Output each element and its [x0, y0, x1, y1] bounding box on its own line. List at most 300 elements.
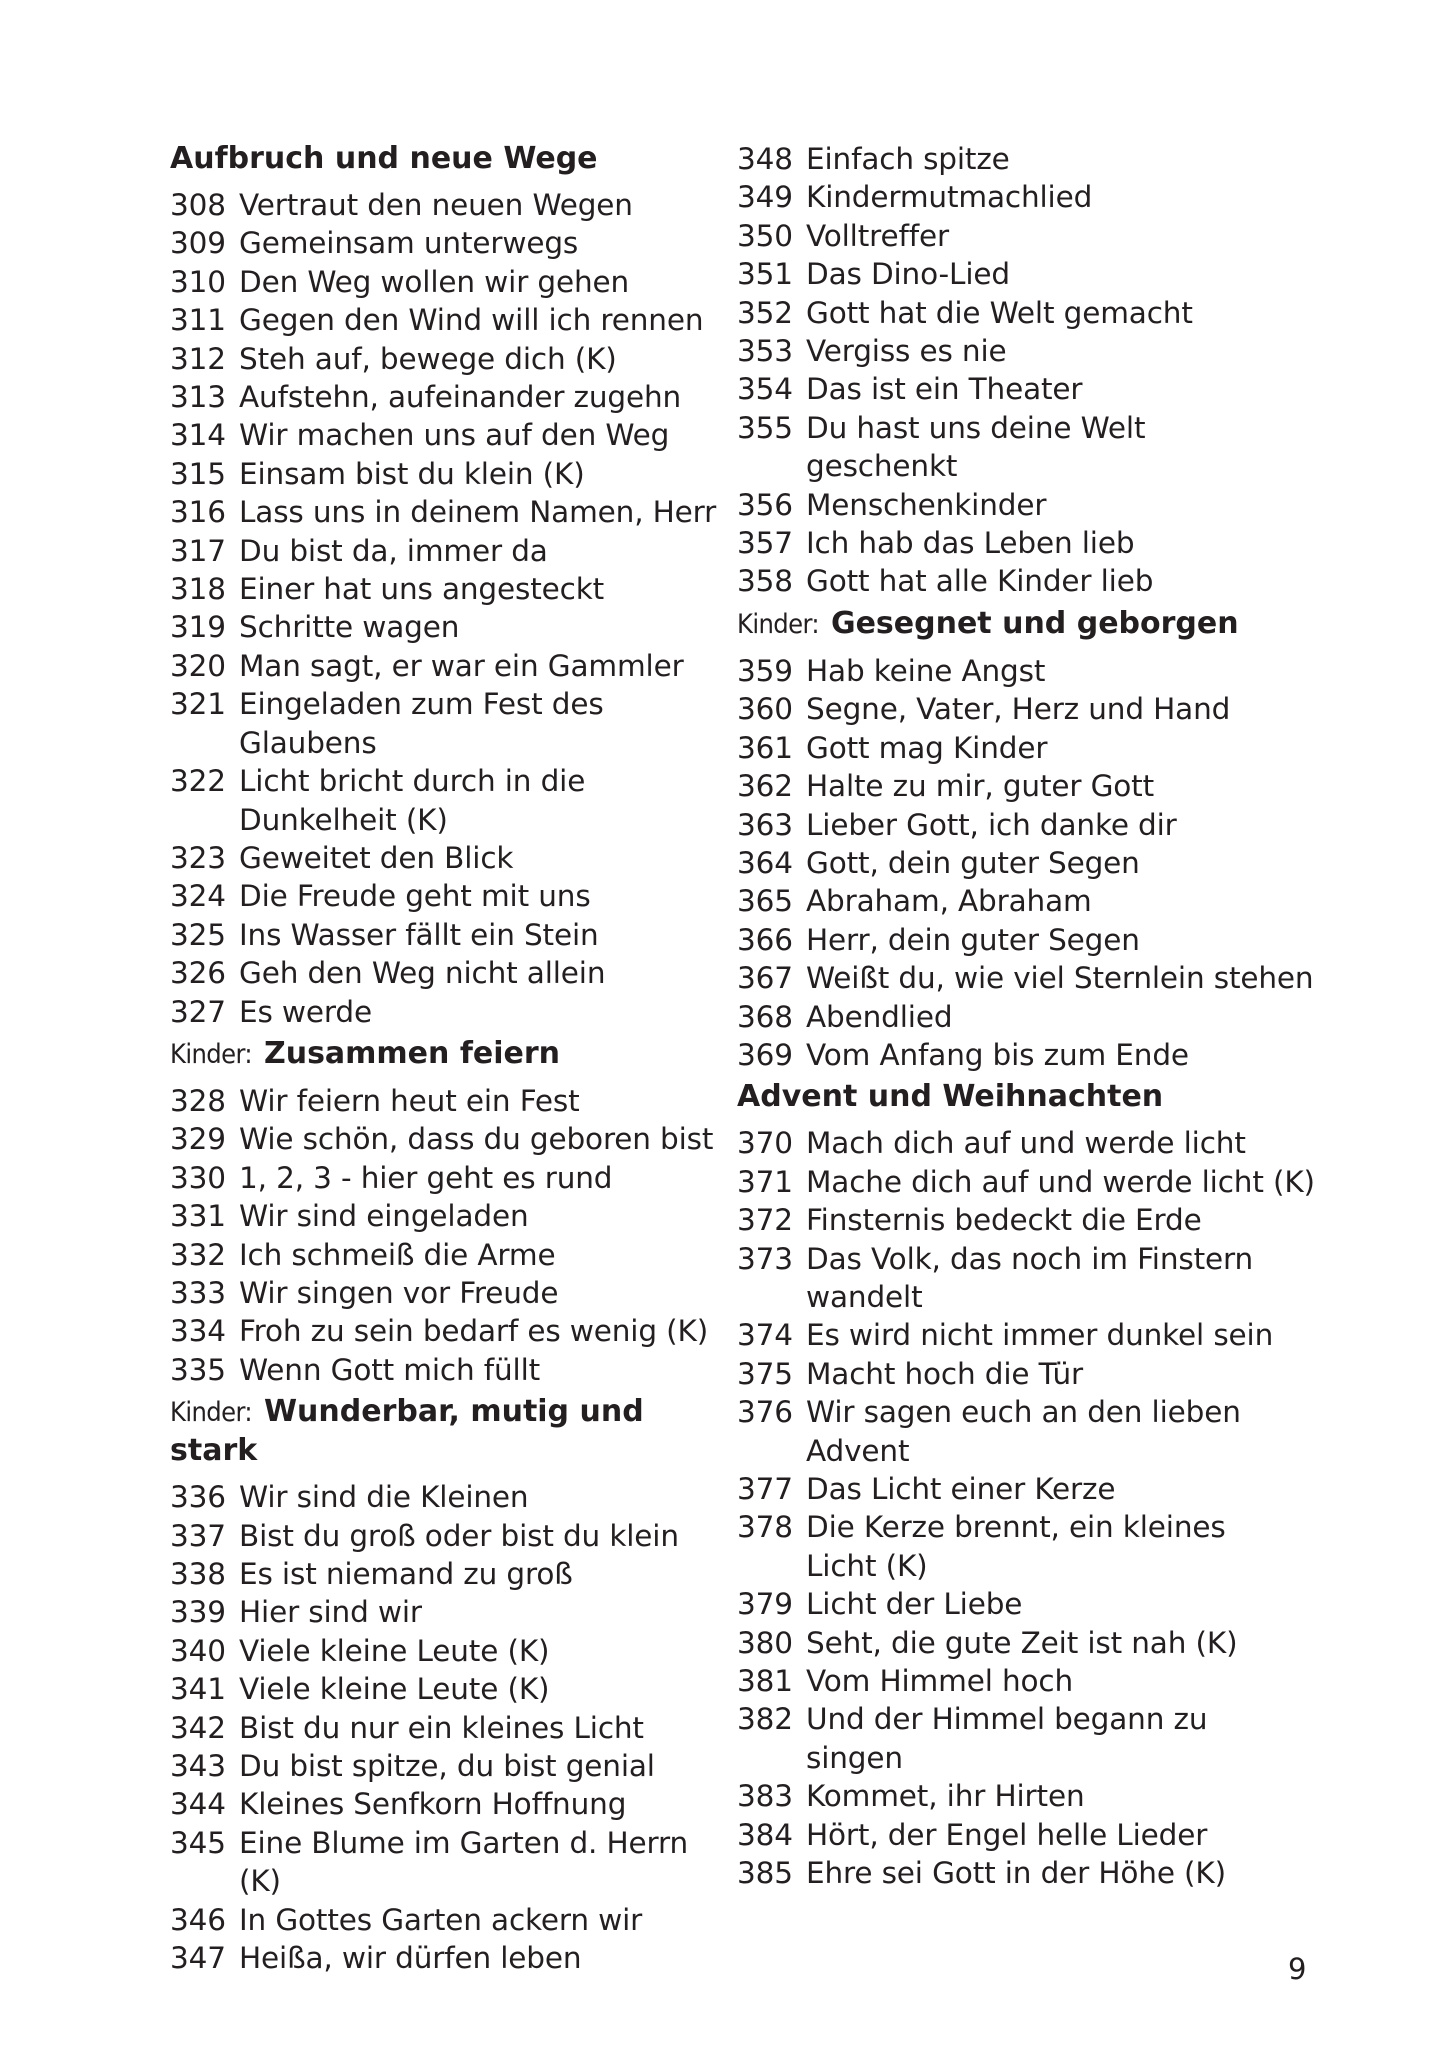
- song-number: 339: [170, 1595, 226, 1630]
- song-number: 382: [737, 1702, 793, 1737]
- song-entry: [737, 1816, 1337, 1854]
- song-number: 361: [737, 730, 793, 765]
- song-title-line: Wir sind eingeladen: [239, 1199, 529, 1234]
- song-title: [239, 224, 720, 262]
- song-number: 375: [737, 1356, 793, 1391]
- song-number: 310: [170, 264, 226, 299]
- song-title-line: Man sagt, er war ein Gammler: [239, 648, 684, 683]
- song-title: [239, 1197, 720, 1235]
- section-prefix: Kinder:: [170, 1038, 252, 1070]
- song-title-line: Kindermutmachlied: [806, 180, 1093, 215]
- song-number: 324: [170, 879, 226, 914]
- song-title: [806, 806, 1337, 844]
- song-title-line: Licht der Liebe: [806, 1587, 1023, 1622]
- section: [170, 1035, 720, 1389]
- song-entry: [170, 493, 720, 531]
- song-title: [806, 1816, 1337, 1854]
- song-number: 309: [170, 226, 226, 261]
- song-number: 332: [170, 1237, 226, 1272]
- song-title: [239, 493, 720, 531]
- song-title-line: Seht, die gute Zeit ist nah (K): [806, 1625, 1238, 1660]
- song-number: 331: [170, 1199, 226, 1234]
- song-title-line: Ich hab das Leben lieb: [806, 526, 1135, 561]
- song-number: 371: [737, 1164, 793, 1199]
- song-entry: [737, 1316, 1337, 1354]
- song-title: [239, 1670, 720, 1708]
- song-title: [239, 1785, 720, 1823]
- song-number: 318: [170, 572, 226, 607]
- section: [737, 140, 1337, 601]
- song-entry: [170, 1747, 720, 1785]
- song-title: [806, 1201, 1337, 1239]
- song-entry: [170, 340, 720, 378]
- song-title-line: Es werde: [239, 994, 372, 1029]
- song-title: [806, 1585, 1337, 1623]
- song-title-line: Heißa, wir dürfen leben: [239, 1941, 582, 1976]
- song-title: [806, 1662, 1337, 1700]
- song-title: [239, 301, 720, 339]
- song-entry: [170, 1901, 720, 1939]
- song-title-line: Hab keine Angst: [806, 653, 1046, 688]
- song-title-line: geschenkt: [806, 449, 958, 484]
- song-number: 385: [737, 1856, 793, 1891]
- song-number: 329: [170, 1122, 226, 1157]
- song-title: [239, 954, 720, 992]
- song-title-line: Das Volk, das noch im Finstern: [806, 1241, 1254, 1276]
- song-number: 340: [170, 1633, 226, 1668]
- song-title-line: Das Licht einer Kerze: [806, 1472, 1116, 1506]
- song-title-line: Wir sind die Kleinen: [239, 1480, 529, 1515]
- song-number: 378: [737, 1510, 793, 1545]
- song-title-line: In Gottes Garten ackern wir: [239, 1902, 643, 1937]
- song-number: 322: [170, 764, 226, 799]
- song-title-line: wandelt: [806, 1279, 923, 1314]
- song-title: [806, 1393, 1337, 1470]
- song-title: [239, 378, 720, 416]
- song-title-line: Wir sagen euch an den lieben: [806, 1395, 1241, 1430]
- song-number: 330: [170, 1160, 226, 1195]
- song-number: 368: [737, 999, 793, 1034]
- song-title: [806, 409, 1337, 486]
- song-number: 346: [170, 1902, 226, 1937]
- song-entry: [737, 294, 1337, 332]
- song-number: 311: [170, 303, 226, 338]
- song-title-line: Einer hat uns angesteckt: [239, 572, 605, 607]
- song-entry: [170, 1120, 720, 1158]
- song-title-line: Wir singen vor Freude: [239, 1275, 559, 1310]
- song-entry: [737, 409, 1337, 486]
- song-entry: [170, 916, 720, 954]
- song-number: 358: [737, 564, 793, 599]
- song-title: [239, 1901, 720, 1939]
- song-number: 354: [737, 372, 793, 407]
- song-title: [239, 1939, 720, 1977]
- song-title: [239, 1517, 720, 1555]
- song-entry: [170, 1670, 720, 1708]
- song-number: 317: [170, 533, 226, 568]
- song-entry: [737, 1393, 1337, 1470]
- song-title: [239, 570, 720, 608]
- song-entry: [737, 524, 1337, 562]
- section: [170, 140, 720, 1031]
- song-number: 312: [170, 341, 226, 376]
- song-number: 316: [170, 495, 226, 530]
- song-title: [239, 608, 720, 646]
- section-prefix: Kinder:: [170, 1397, 252, 1429]
- section: [170, 1393, 720, 1977]
- song-title-line: Gegen den Wind will ich rennen: [239, 303, 704, 338]
- song-number: 335: [170, 1352, 226, 1387]
- song-title-line: singen: [806, 1740, 903, 1775]
- song-number: 377: [737, 1472, 793, 1506]
- section-heading: [170, 140, 720, 178]
- song-entry: [170, 1517, 720, 1555]
- song-title: [239, 647, 720, 685]
- song-title-line: Gemeinsam unterwegs: [239, 226, 579, 261]
- song-number: 353: [737, 334, 793, 369]
- song-title-line: Bist du nur ein kleines Licht: [239, 1710, 644, 1745]
- song-title: [806, 1508, 1337, 1585]
- song-number: 347: [170, 1941, 226, 1976]
- song-entry: [737, 1508, 1337, 1585]
- song-title: [239, 1120, 720, 1158]
- song-title: [239, 416, 720, 454]
- song-title: [806, 524, 1337, 562]
- song-entry: [170, 1197, 720, 1235]
- song-number: 380: [737, 1625, 793, 1660]
- song-title-line: Vom Himmel hoch: [806, 1664, 1074, 1699]
- song-title-line: Licht bricht durch in die: [239, 764, 586, 799]
- song-entry: [737, 998, 1337, 1036]
- song-entry: [737, 1700, 1337, 1777]
- song-entry: [170, 1312, 720, 1350]
- song-number: 348: [737, 142, 793, 176]
- song-title: [239, 186, 720, 224]
- song-number: 381: [737, 1664, 793, 1699]
- song-entry: [737, 652, 1337, 690]
- song-title: [239, 455, 720, 493]
- song-title-line: 1, 2, 3 - hier geht es rund: [239, 1160, 613, 1195]
- section-title: Gesegnet und geborgen: [830, 605, 1239, 641]
- song-title-line: Lass uns in deinem Namen, Herr: [239, 495, 717, 530]
- song-entry: [737, 1240, 1337, 1317]
- song-number: 374: [737, 1318, 793, 1353]
- song-number: 334: [170, 1314, 226, 1349]
- song-title: [239, 839, 720, 877]
- song-title-line: Aufstehn, aufeinander zugehn: [239, 380, 682, 415]
- song-title: [806, 998, 1337, 1036]
- song-title: [239, 1632, 720, 1670]
- song-title-line: Froh zu sein bedarf es wenig (K): [239, 1314, 709, 1349]
- song-number: 338: [170, 1557, 226, 1591]
- song-title-line: Mache dich auf und werde licht (K): [806, 1164, 1315, 1199]
- song-entry: [737, 1036, 1337, 1074]
- song-title: [806, 486, 1337, 524]
- song-title: [806, 1355, 1337, 1393]
- song-number: 343: [170, 1749, 226, 1784]
- song-title: [806, 1700, 1337, 1777]
- song-number: 363: [737, 807, 793, 842]
- song-number: 321: [170, 687, 226, 722]
- song-entry: [170, 1236, 720, 1274]
- song-entry: [737, 562, 1337, 600]
- song-title-line: Du hast uns deine Welt: [806, 410, 1146, 445]
- song-entry: [170, 685, 720, 762]
- song-number: 356: [737, 487, 793, 522]
- section-title: Zusammen feiern: [263, 1035, 561, 1071]
- song-title-line: Vom Anfang bis zum Ende: [806, 1037, 1189, 1072]
- song-title-line: Du bist spitze, du bist genial: [239, 1749, 655, 1784]
- song-entry: [170, 1709, 720, 1747]
- song-number: 364: [737, 845, 793, 880]
- song-number: 373: [737, 1241, 793, 1276]
- song-title: [239, 1593, 720, 1631]
- section-prefix: Kinder:: [737, 608, 819, 640]
- song-entry: [737, 370, 1337, 408]
- song-number: 350: [737, 218, 793, 253]
- song-title: [806, 370, 1337, 408]
- song-entry: [170, 1555, 720, 1593]
- song-title: [239, 340, 720, 378]
- section-heading: [737, 605, 1337, 644]
- song-title: [806, 1316, 1337, 1354]
- song-title-line: Finsternis bedeckt die Erde: [806, 1203, 1202, 1238]
- song-entry: [737, 1854, 1337, 1892]
- song-number: 308: [170, 188, 226, 222]
- song-title-line: Volltreffer: [806, 218, 949, 253]
- song-title: [239, 877, 720, 915]
- song-number: 328: [170, 1083, 226, 1118]
- song-number: 360: [737, 692, 793, 727]
- song-title-line: Dunkelheit (K): [239, 802, 448, 837]
- song-number: 379: [737, 1587, 793, 1622]
- song-entry: [170, 1159, 720, 1197]
- song-entry: [737, 1470, 1337, 1508]
- song-title: [806, 294, 1337, 332]
- song-title-line: Abraham, Abraham: [806, 884, 1092, 919]
- song-number: 355: [737, 410, 793, 445]
- song-title-line: Einfach spitze: [806, 142, 1010, 176]
- song-title-line: Gott, dein guter Segen: [806, 845, 1140, 880]
- song-number: 341: [170, 1672, 226, 1707]
- song-title: [806, 1036, 1337, 1074]
- song-title-line: Vertraut den neuen Wegen: [239, 188, 633, 222]
- song-entry: [737, 255, 1337, 293]
- song-title: [239, 1082, 720, 1120]
- song-entry: [170, 186, 720, 224]
- song-title: [806, 690, 1337, 728]
- song-title: [806, 959, 1337, 997]
- song-number: 320: [170, 648, 226, 683]
- song-number: 333: [170, 1275, 226, 1310]
- song-number: 367: [737, 961, 793, 996]
- song-title: [806, 140, 1337, 178]
- song-number: 383: [737, 1779, 793, 1814]
- song-title-line: Wie schön, dass du geboren bist: [239, 1122, 714, 1157]
- song-entry: [170, 954, 720, 992]
- song-title-line: Hört, der Engel helle Lieder: [806, 1817, 1208, 1852]
- song-number: 313: [170, 380, 226, 415]
- song-number: 345: [170, 1825, 226, 1860]
- section-title: Wunderbar, mutig und stark: [170, 1394, 644, 1469]
- song-entry: [737, 882, 1337, 920]
- song-title: [239, 993, 720, 1031]
- section-title: Aufbruch und neue Wege: [170, 141, 598, 176]
- song-title: [239, 1159, 720, 1197]
- song-entry: [737, 1662, 1337, 1700]
- song-number: 337: [170, 1518, 226, 1553]
- song-title-line: Viele kleine Leute (K): [239, 1633, 550, 1668]
- song-title-line: Menschenkinder: [806, 487, 1047, 522]
- song-title-line: Du bist da, immer da: [239, 533, 548, 568]
- song-title: [806, 255, 1337, 293]
- song-number: 365: [737, 884, 793, 919]
- song-entry: [737, 332, 1337, 370]
- song-title-line: Steh auf, bewege dich (K): [239, 341, 617, 376]
- song-entry: [170, 877, 720, 915]
- song-title-line: Licht (K): [806, 1548, 928, 1583]
- song-title-line: Ehre sei Gott in der Höhe (K): [806, 1856, 1226, 1891]
- song-number: 352: [737, 295, 793, 330]
- song-number: 370: [737, 1126, 793, 1161]
- song-entry: [737, 806, 1337, 844]
- song-title-line: Bist du groß oder bist du klein: [239, 1518, 679, 1553]
- song-title: [239, 1351, 720, 1389]
- song-title: [806, 1624, 1337, 1662]
- song-title: [806, 1163, 1337, 1201]
- column-left: [170, 140, 720, 1977]
- song-entry: [170, 416, 720, 454]
- song-title-line: Die Kerze brennt, ein kleines: [806, 1510, 1226, 1545]
- song-number: 366: [737, 922, 793, 957]
- song-number: 325: [170, 917, 226, 952]
- song-entry: [737, 178, 1337, 216]
- section-title: Advent und Weihnachten: [737, 1079, 1164, 1115]
- song-entry: [737, 217, 1337, 255]
- song-title-line: Gott hat alle Kinder lieb: [806, 564, 1154, 599]
- song-number: 351: [737, 257, 793, 292]
- song-title-line: Mach dich auf und werde licht: [806, 1126, 1246, 1161]
- song-title: [239, 1312, 720, 1350]
- song-title: [806, 217, 1337, 255]
- song-title-line: Geweitet den Blick: [239, 840, 514, 875]
- song-entry: [170, 1593, 720, 1631]
- song-number: 372: [737, 1203, 793, 1238]
- song-entry: [737, 1585, 1337, 1623]
- song-entry: [170, 263, 720, 301]
- song-entry: [737, 729, 1337, 767]
- song-number: 384: [737, 1817, 793, 1852]
- song-title: [806, 729, 1337, 767]
- song-title: [806, 844, 1337, 882]
- page-number: 9: [1288, 1952, 1307, 1986]
- song-entry: [737, 844, 1337, 882]
- song-title-line: Es ist niemand zu groß: [239, 1557, 573, 1591]
- song-title-line: Das Dino-Lied: [806, 257, 1010, 292]
- song-entry: [170, 1939, 720, 1977]
- song-title-line: Herr, dein guter Segen: [806, 922, 1140, 957]
- song-title-line: Geh den Weg nicht allein: [239, 956, 606, 991]
- section-heading: [737, 1078, 1337, 1116]
- song-title-line: Glaubens: [239, 725, 377, 760]
- song-entry: [170, 224, 720, 262]
- song-title: [806, 1470, 1337, 1508]
- song-entry: [170, 1082, 720, 1120]
- song-number: 376: [737, 1395, 793, 1430]
- song-title-line: Gott hat die Welt gemacht: [806, 295, 1193, 330]
- song-title: [239, 1747, 720, 1785]
- song-title: [239, 532, 720, 570]
- song-entry: [170, 1351, 720, 1389]
- song-title-line: Eine Blume im Garten d. Herrn (K): [239, 1825, 688, 1899]
- song-title: [239, 1478, 720, 1516]
- song-number: 344: [170, 1787, 226, 1822]
- song-number: 319: [170, 610, 226, 645]
- song-number: 369: [737, 1037, 793, 1072]
- song-title-line: Den Weg wollen wir gehen: [239, 264, 630, 299]
- song-title: [239, 1236, 720, 1274]
- song-number: 326: [170, 956, 226, 991]
- song-entry: [737, 140, 1337, 178]
- song-entry: [170, 647, 720, 685]
- song-entry: [737, 1124, 1337, 1162]
- song-entry: [737, 486, 1337, 524]
- song-title-line: Schritte wagen: [239, 610, 460, 645]
- song-entry: [170, 762, 720, 839]
- song-number: 349: [737, 180, 793, 215]
- song-title-line: Macht hoch die Tür: [806, 1356, 1083, 1391]
- song-title-line: Kleines Senfkorn Hoffnung: [239, 1787, 627, 1822]
- song-entry: [737, 690, 1337, 728]
- song-title-line: Gott mag Kinder: [806, 730, 1048, 765]
- song-title-line: Es wird nicht immer dunkel sein: [806, 1318, 1274, 1353]
- song-title-line: Und der Himmel begann zu: [806, 1702, 1208, 1737]
- song-title-line: Advent: [806, 1433, 910, 1468]
- song-title: [239, 1824, 720, 1901]
- song-number: 314: [170, 418, 226, 453]
- column-right: [737, 140, 1337, 1892]
- song-title-line: Lieber Gott, ich danke dir: [806, 807, 1177, 842]
- song-title: [806, 1854, 1337, 1892]
- song-title: [806, 767, 1337, 805]
- song-title: [806, 562, 1337, 600]
- song-entry: [170, 301, 720, 339]
- song-title-line: Wir machen uns auf den Weg: [239, 418, 670, 453]
- song-title-line: Das ist ein Theater: [806, 372, 1083, 407]
- song-number: 327: [170, 994, 226, 1029]
- song-number: 359: [737, 653, 793, 688]
- song-title-line: Viele kleine Leute (K): [239, 1672, 550, 1707]
- song-entry: [170, 1824, 720, 1901]
- song-entry: [170, 1632, 720, 1670]
- song-title: [239, 1274, 720, 1312]
- song-entry: [170, 455, 720, 493]
- song-entry: [737, 1355, 1337, 1393]
- song-entry: [170, 608, 720, 646]
- song-title: [239, 762, 720, 839]
- song-title-line: Einsam bist du klein (K): [239, 456, 585, 491]
- song-title: [806, 652, 1337, 690]
- song-title: [806, 1124, 1337, 1162]
- song-title: [806, 178, 1337, 216]
- song-title-line: Wir feiern heut ein Fest: [239, 1083, 580, 1118]
- song-title-line: Wenn Gott mich füllt: [239, 1352, 541, 1387]
- song-title: [806, 882, 1337, 920]
- song-title: [239, 1555, 720, 1593]
- song-entry: [737, 1163, 1337, 1201]
- song-entry: [170, 1274, 720, 1312]
- section: [737, 1078, 1337, 1892]
